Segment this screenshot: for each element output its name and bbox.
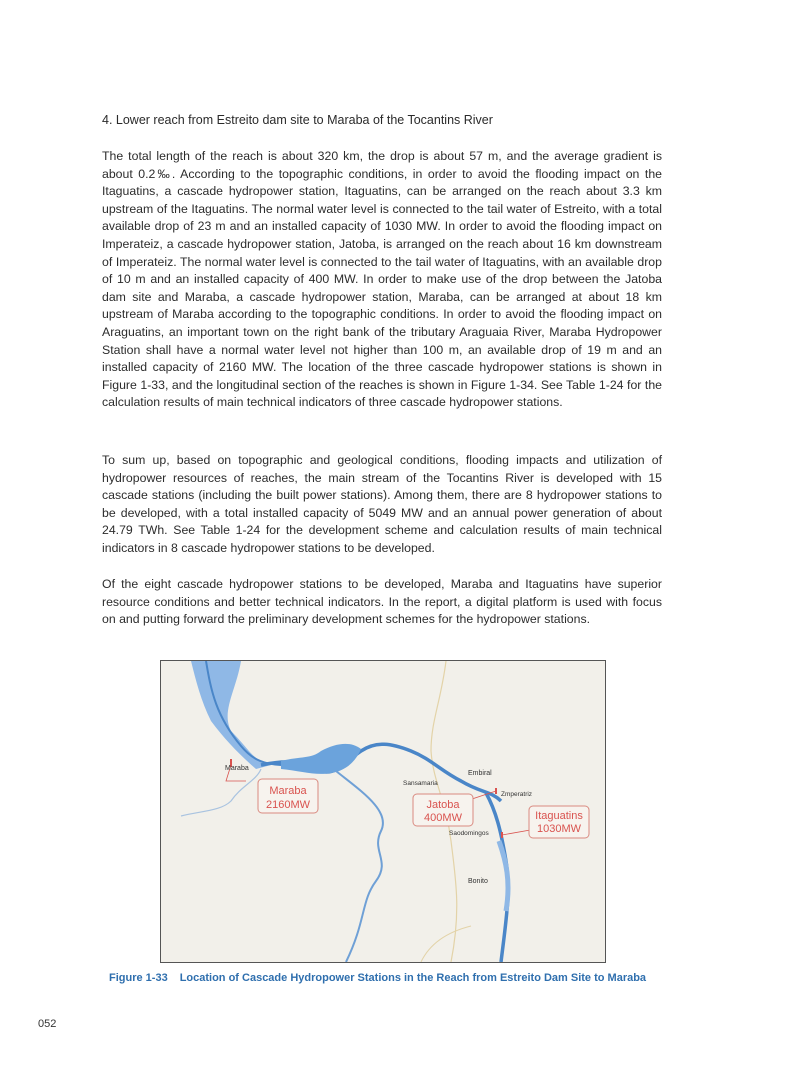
location-map xyxy=(160,660,606,963)
page-number: 052 xyxy=(38,1018,57,1030)
station-label-jatoba: Jatoba xyxy=(426,799,460,811)
figure-caption-text: Location of Cascade Hydropower Stations in the Reach from Estreito Dam Site to Maraba xyxy=(179,972,647,984)
station-label-maraba: Maraba xyxy=(269,785,307,797)
town-label-saodomingos: Saodomingos xyxy=(449,830,489,837)
station-capacity-jatoba: 400MW xyxy=(424,812,462,824)
paragraph-2: To sum up, based on topographic and geological conditions, flooding impacts and utilization of hydropower resources of reaches, the main stream of the Tocantins River is developed with 15 cascade stations (including the built power stations). Among them, there are 8 hydropower stations to be developed, with a total installed capacity of 5049 MW and an annual power generation of about 24.79 TWh. See Table 1-24 for the development scheme and calculation results of main technical indicators in 8 cascade hydropower stations to be developed. xyxy=(102,453,662,555)
paragraph-3: Of the eight cascade hydropower stations to be developed, Maraba and Itaguatins have superior resource conditions and better technical indicators. In the report, a digital platform is used with focus on and putting forward the preliminary development schemes for the hydropower stations. xyxy=(102,577,662,627)
town-label-zmperatriz: Zmperatriz xyxy=(501,791,533,798)
town-label-embiral: Embiral xyxy=(468,770,492,777)
station-label-itaguatins: Itaguatins xyxy=(535,810,583,822)
station-capacity-itaguatins: 1030MW xyxy=(536,823,582,835)
figure-number: Figure 1-33 xyxy=(109,972,168,984)
paragraph-1: The total length of the reach is about 320 km, the drop is about 57 m, and the average gradient is about 0.2‰. According to the topographic conditions, in order to avoid the flooding impact on the Itaguatins, a cascade hydropower station, Itaguatins, can be arranged on the reach about 3.3 km upstream of the Itaguatins. The normal water level is connected to the tail water of Estreito, with a total available drop of 23 m and an installed capacity of 1030 MW. In order to avoid the flooding impact on Imperateiz, a cascade hydropower station, Jatoba, is arranged on the reach about 16 km downstream of Imperateiz. The normal water level is connected to the tail water of Itaguatins, with an available drop of 10 m and an installed capacity of 400 MW. In order to make use of the drop between the Jatoba dam site and Maraba, a cascade hydropower station, Maraba, can be arranged at about 18 km upstream of Maraba according to the topographic conditions. In order to avoid the flooding impact on Araguatins, an important town on the right bank of the tributary Araguaia River, Maraba Hydropower Station shall have a normal water level not higher than 100 m, an available drop of 19 m and an installed capacity of 2160 MW. The location of the three cascade hydropower stations is shown in Figure 1-33, and the longitudinal section of the reaches is shown in Figure 1-34. See Table 1-24 for the calculation results of main technical indicators of three cascade hydropower stations. xyxy=(102,149,662,410)
map-graphic xyxy=(161,661,605,962)
town-label-bonito: Bonito xyxy=(468,878,488,885)
station-capacity-maraba: 2160MW xyxy=(265,799,311,811)
figure-caption xyxy=(109,972,646,984)
section-heading: 4. Lower reach from Estreito dam site to Maraba of the Tocantins River xyxy=(102,113,493,127)
town-label-sansamaria: Sansamaria xyxy=(403,780,438,787)
town-label-maraba: Maraba xyxy=(225,765,249,772)
